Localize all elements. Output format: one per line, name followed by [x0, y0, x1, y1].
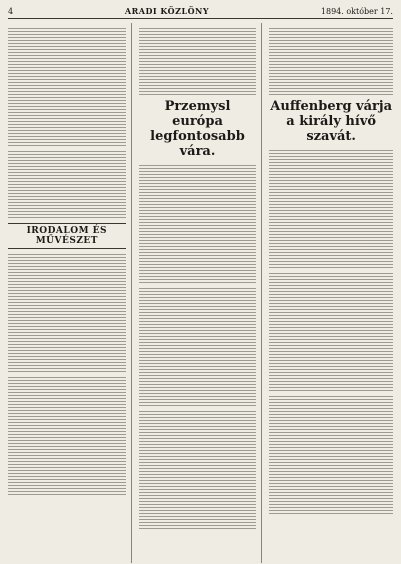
column-1 — [8, 23, 132, 563]
text-block — [269, 26, 393, 96]
text-block — [269, 148, 393, 268]
section-heading-irodalom: IRODALOM ÉS MŰVÉSZET — [8, 223, 126, 249]
column-3 — [269, 23, 393, 563]
text-block — [8, 149, 126, 219]
text-block — [269, 271, 393, 391]
headline-przemysl: Przemysl európa legfontosabb vára. — [150, 99, 245, 159]
columns — [8, 23, 393, 563]
text-block — [139, 26, 257, 96]
page-number: 4 — [8, 7, 14, 16]
text-block — [8, 375, 126, 495]
issue-date: 1894. október 17. — [320, 7, 393, 16]
column-2 — [139, 23, 263, 563]
text-block — [8, 252, 126, 372]
text-block — [139, 409, 257, 529]
publication-title: ARADI KÖZLÖNY — [124, 6, 210, 16]
text-block — [269, 394, 393, 514]
text-block — [139, 286, 257, 406]
headline-auffenberg: Auffenberg várja a király hívő szavát. — [270, 99, 393, 144]
text-block — [139, 163, 257, 283]
text-block — [8, 26, 126, 146]
masthead — [8, 6, 393, 19]
